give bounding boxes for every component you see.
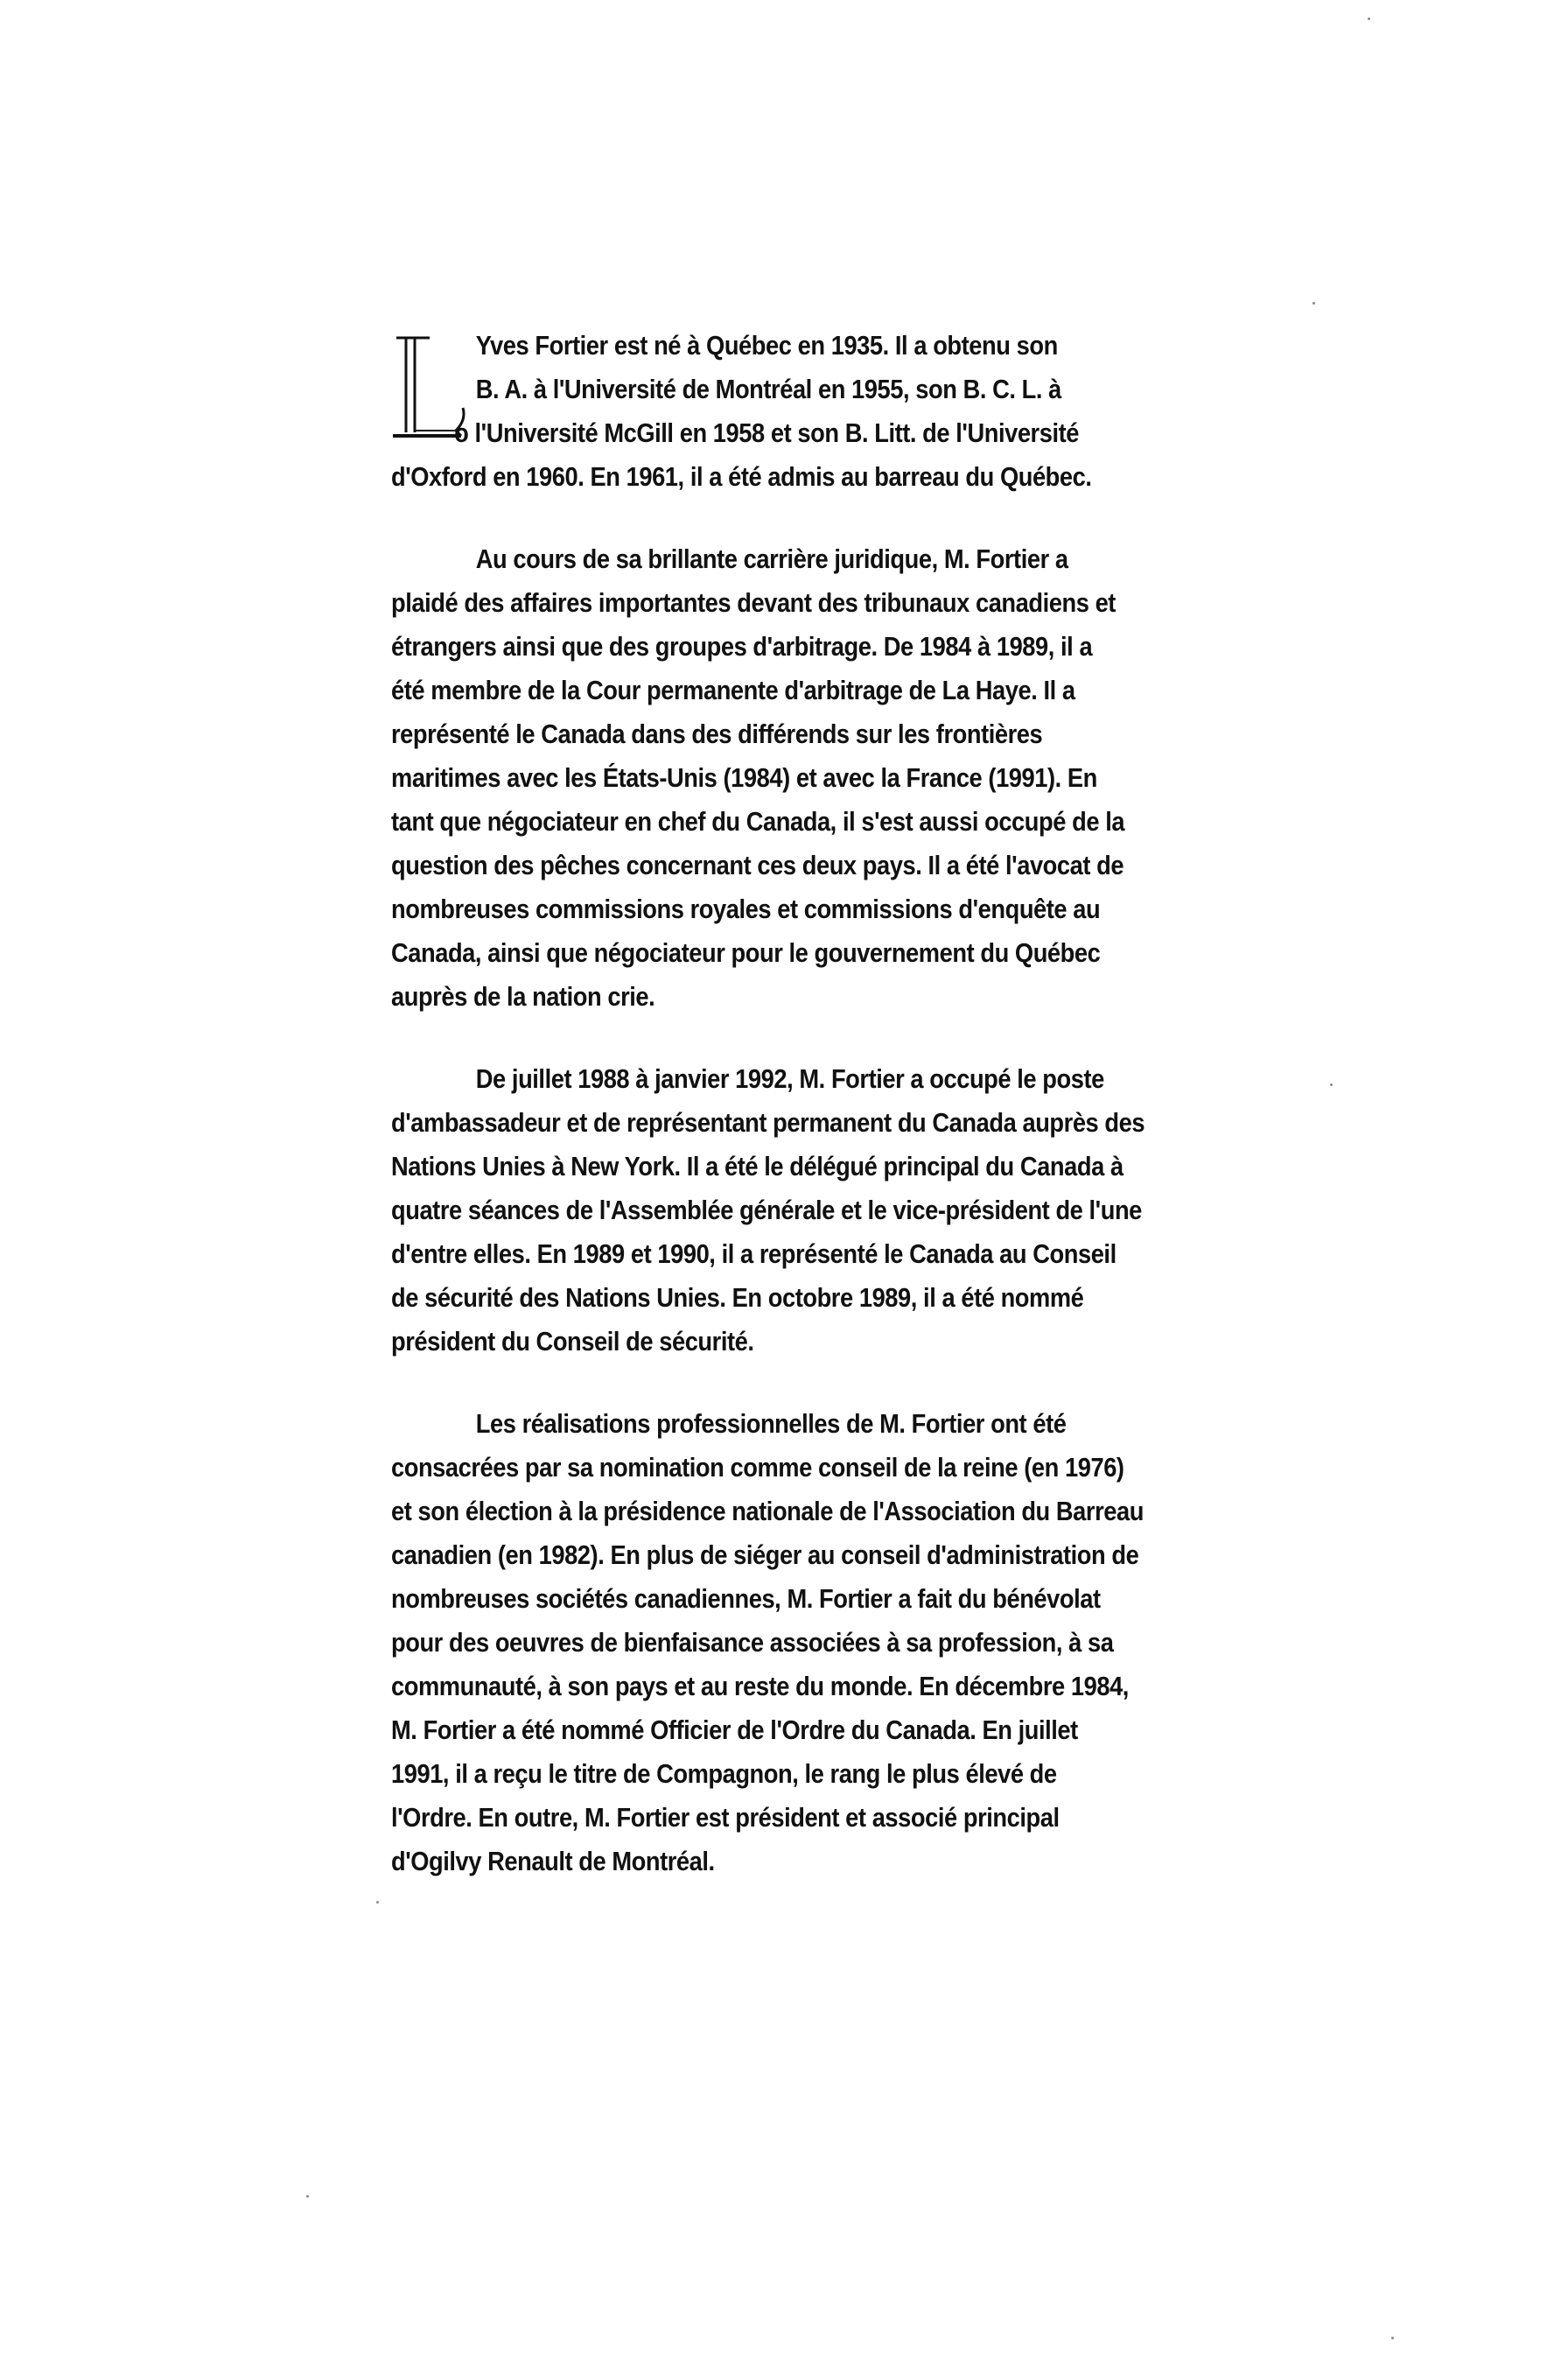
- paragraph-1: [391, 324, 1205, 499]
- text-line: B. A. à l'Université de Montréal en 1955, son B. C. L. à: [475, 374, 1061, 404]
- text-line: représenté le Canada dans des différends sur les frontières: [391, 719, 1043, 749]
- text-line: Au cours de sa brillante carrière juridique, M. Fortier a: [475, 543, 1068, 574]
- scan-speck: [306, 2195, 309, 2198]
- text-line: pour des oeuvres de bienfaisance associées à sa profession, à sa: [391, 1627, 1114, 1658]
- body-text: [391, 324, 1205, 1883]
- text-line: maritimes avec les États-Unis (1984) et avec la France (1991). En: [391, 762, 1097, 793]
- text-line: et son élection à la présidence nationale de l'Association du Barreau: [391, 1496, 1144, 1526]
- text-line: consacrées par sa nomination comme conseil de la reine (en 1976): [391, 1452, 1124, 1483]
- text-line: o l'Université McGill en 1958 et son B. Litt. de l'Université: [454, 417, 1079, 448]
- text-line: De juillet 1988 à janvier 1992, M. Fortier a occupé le poste: [475, 1063, 1104, 1094]
- text-line: président du Conseil de sécurité.: [391, 1326, 754, 1357]
- text-line: nombreuses sociétés canadiennes, M. Fortier a fait du bénévolat: [391, 1583, 1101, 1614]
- text-line: 1991, il a reçu le titre de Compagnon, le rang le plus élevé de: [391, 1758, 1057, 1789]
- scan-speck: [1330, 1083, 1333, 1086]
- paragraph-2: [391, 537, 1205, 1019]
- text-line: plaidé des affaires importantes devant des tribunaux canadiens et: [391, 587, 1116, 618]
- text-line: étrangers ainsi que des groupes d'arbitrage. De 1984 à 1989, il a: [391, 631, 1093, 662]
- scan-speck: [1391, 2337, 1394, 2339]
- text-line: nombreuses commissions royales et commissions d'enquête au: [391, 894, 1101, 924]
- text-line: Nations Unies à New York. Il a été le délégué principal du Canada à: [391, 1151, 1124, 1182]
- text-line: Yves Fortier est né à Québec en 1935. Il a obtenu son: [475, 330, 1058, 361]
- paragraph-3: [391, 1057, 1205, 1364]
- scan-speck: [376, 1901, 379, 1904]
- text-line: auprès de la nation crie.: [391, 981, 655, 1012]
- text-line: l'Ordre. En outre, M. Fortier est président et associé principal: [391, 1802, 1060, 1833]
- text-line: de sécurité des Nations Unies. En octobre 1989, il a été nommé: [391, 1282, 1084, 1313]
- text-line: tant que négociateur en chef du Canada, il s'est aussi occupé de la: [391, 806, 1125, 837]
- text-line: Les réalisations professionnelles de M. Fortier ont été: [475, 1408, 1067, 1439]
- text-line: d'entre elles. En 1989 et 1990, il a représenté le Canada au Conseil: [391, 1238, 1116, 1269]
- text-line: Canada, ainsi que négociateur pour le gouvernement du Québec: [391, 937, 1101, 968]
- text-line: d'Oxford en 1960. En 1961, il a été admis au barreau du Québec.: [391, 461, 1092, 492]
- text-line: d'ambassadeur et de représentant permanent du Canada auprès des: [391, 1107, 1145, 1138]
- text-line: question des pêches concernant ces deux pays. Il a été l'avocat de: [391, 850, 1124, 880]
- text-line: d'Ogilvy Renault de Montréal.: [391, 1846, 715, 1876]
- paragraph-4: [391, 1402, 1205, 1883]
- scan-speck: [1368, 18, 1370, 20]
- text-line: communauté, à son pays et au reste du monde. En décembre 1984,: [391, 1671, 1129, 1701]
- scan-speck: [1312, 302, 1315, 305]
- text-line: M. Fortier a été nommé Officier de l'Ordre du Canada. En juillet: [391, 1714, 1078, 1745]
- text-line: été membre de la Cour permanente d'arbitrage de La Haye. Il a: [391, 675, 1075, 705]
- text-line: canadien (en 1982). En plus de siéger au conseil d'administration de: [391, 1539, 1139, 1570]
- text-line: quatre séances de l'Assemblée générale et le vice-président de l'une: [391, 1195, 1142, 1225]
